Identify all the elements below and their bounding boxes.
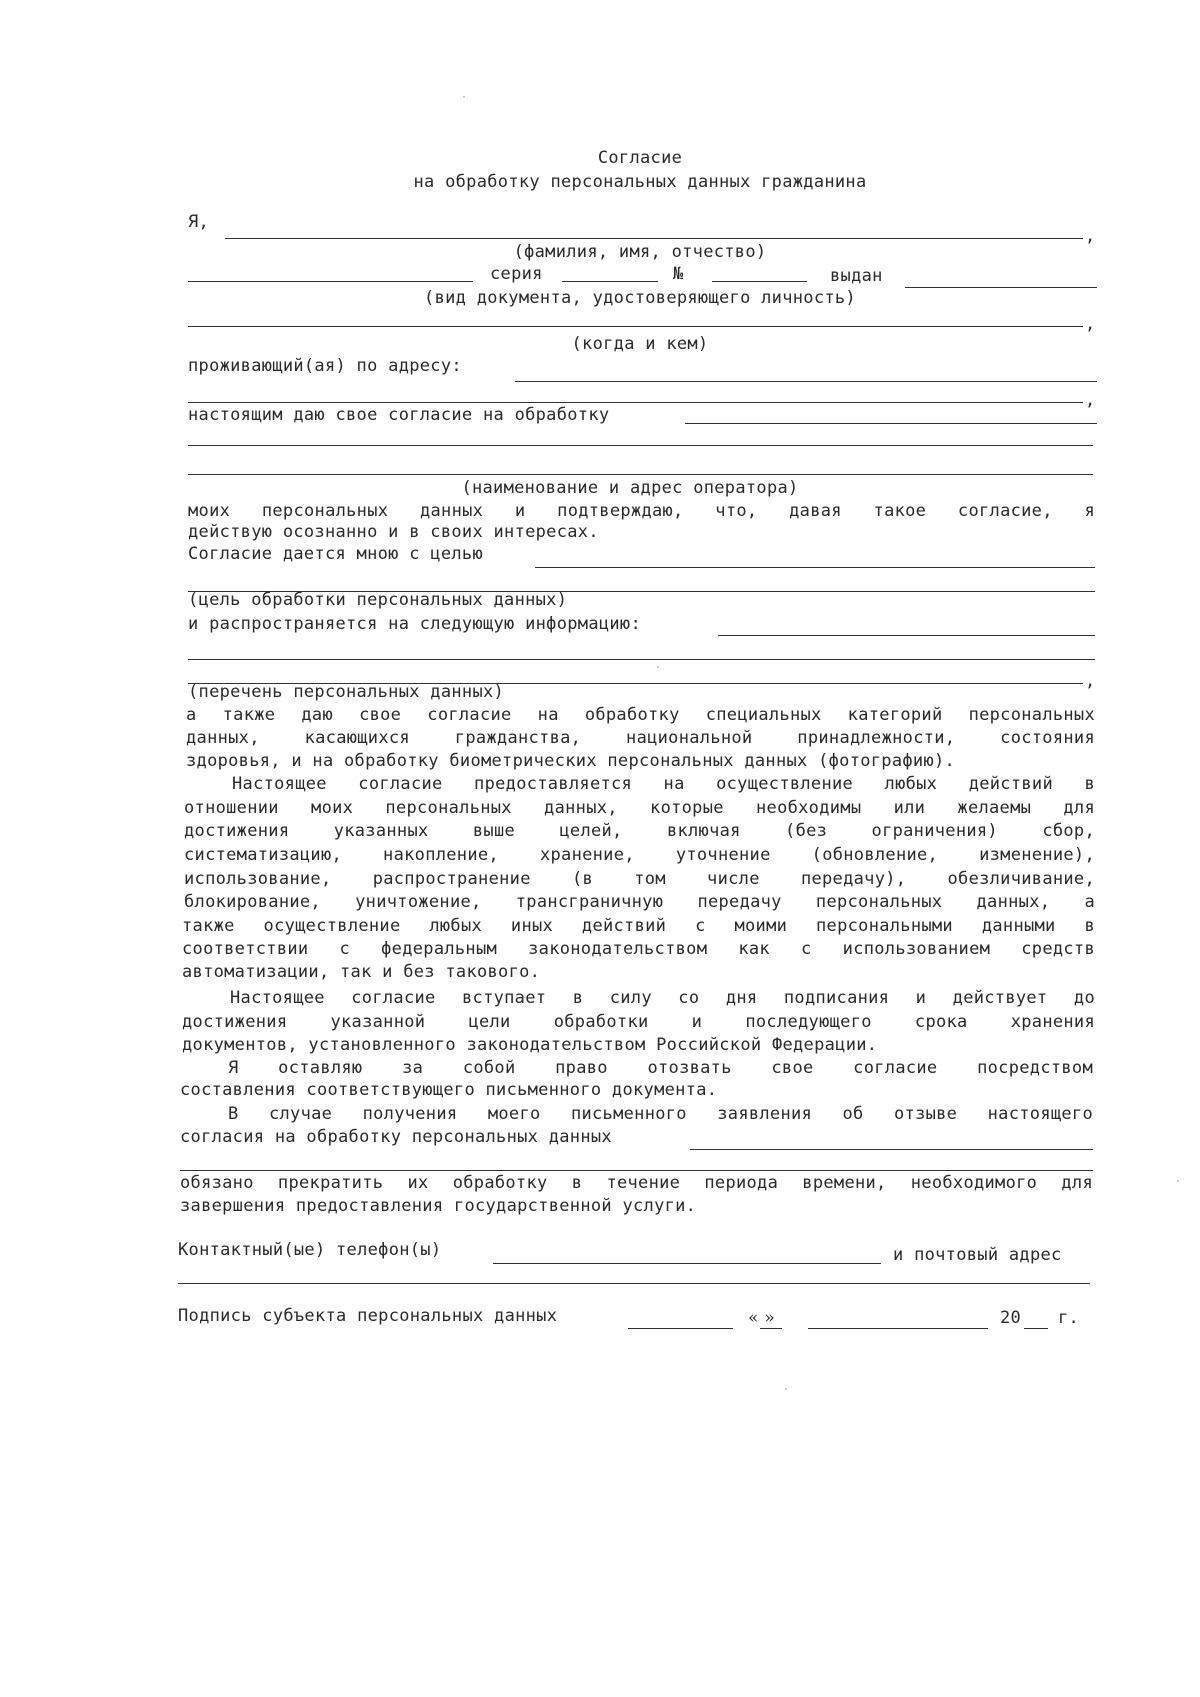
- date-day-line[interactable]: [760, 1328, 782, 1329]
- address-field-line-2[interactable]: [188, 402, 1083, 403]
- paragraph-4-line-3: документов, установленного законодательством Российской Федерации.: [182, 1035, 878, 1055]
- postal-label: и почтовый адрес: [893, 1245, 1062, 1265]
- vydan-label: выдан: [830, 266, 883, 286]
- document-type-line[interactable]: [188, 281, 473, 282]
- paragraph-3-line-2: отношении моих персональных данных, которые необходимы или желаемы для: [184, 798, 1095, 818]
- operator-caption: (наименование и адрес оператора): [461, 478, 799, 498]
- scan-speck: [463, 96, 465, 98]
- scan-speck: [1177, 1180, 1179, 1182]
- paragraph-7-line-2: завершения предоставления государственной услуги.: [180, 1196, 697, 1216]
- document-caption: (вид документа, удостоверяющего личность): [424, 288, 856, 308]
- number-sign: №: [673, 264, 684, 284]
- issued-by-comma: ,: [1085, 314, 1096, 334]
- fio-field-line[interactable]: [225, 238, 1083, 239]
- year-prefix: 20: [1000, 1308, 1022, 1328]
- paragraph-2-line-1: а также даю свое согласие на обработку специальных категорий персональных: [186, 705, 1095, 725]
- document-title: Согласие: [597, 148, 683, 168]
- seriya-label: серия: [490, 264, 543, 284]
- paragraph-3-line-8: соответствии с федеральным законодательством как с использованием средств: [182, 939, 1095, 959]
- paragraph-4-line-1: Настоящее согласие вступает в силу со дня подписания и действует до: [230, 988, 1095, 1008]
- ya-label: Я,: [188, 212, 210, 232]
- phone-label: Контактный(ые) телефон(ы): [178, 1240, 442, 1260]
- address-label: проживающий(ая) по адресу:: [188, 356, 462, 376]
- paragraph-7-line-1: обязано прекратить их обработку в течение периода времени, необходимого для: [180, 1173, 1093, 1193]
- operator-field-line-1[interactable]: [685, 423, 1097, 424]
- postal-field-line[interactable]: [178, 1283, 1090, 1284]
- scan-speck: [657, 666, 659, 668]
- purpose-label: Согласие дается мною с целью: [188, 544, 483, 564]
- info-field-line-2[interactable]: [188, 659, 1095, 660]
- year-suffix: г.: [1058, 1308, 1080, 1328]
- paragraph-1-line-1: моих персональных данных и подтверждаю, что, давая такое согласие, я: [188, 501, 1095, 521]
- date-day-quotes: « »: [748, 1308, 776, 1328]
- signature-field-line[interactable]: [628, 1328, 733, 1329]
- paragraph-3-line-6: блокирование, уничтожение, трансграничную передачу персональных данных, а: [184, 892, 1095, 912]
- date-month-line[interactable]: [808, 1328, 988, 1329]
- list-caption: (перечень персональных данных): [188, 682, 505, 702]
- consent-label: настоящим даю свое согласие на обработку: [188, 405, 610, 425]
- paragraph-3-line-5: использование, распространение (в том числе передачу), обезличивание,: [184, 869, 1095, 889]
- purpose-field-line-1[interactable]: [535, 567, 1095, 568]
- paragraph-5-line-2: составления соответствующего письменного документа.: [180, 1080, 718, 1100]
- vydan-field-line[interactable]: [905, 287, 1097, 288]
- date-year-line[interactable]: [1024, 1328, 1048, 1329]
- paragraph-2-line-3: здоровья, и на обработку биометрических персональных данных (фотографию).: [186, 751, 956, 771]
- fio-caption: (фамилия, имя, отчество): [513, 242, 767, 262]
- paragraph-3-line-3: достижения указанных выше целей, включая (без ограничения) сбор,: [184, 821, 1095, 841]
- address-comma: ,: [1085, 390, 1096, 410]
- operator-field-line-2[interactable]: [188, 445, 1093, 446]
- signature-label: Подпись субъекта персональных данных: [178, 1306, 558, 1326]
- info-comma: ,: [1085, 671, 1096, 691]
- scan-speck: [785, 1388, 787, 1390]
- paragraph-4-line-2: достижения указанной цели обработки и последующего срока хранения: [182, 1012, 1095, 1032]
- info-field-line-1[interactable]: [718, 635, 1095, 636]
- fio-comma: ,: [1085, 226, 1096, 246]
- withdrawal-field-line-1[interactable]: [690, 1149, 1093, 1150]
- withdrawal-field-line-2[interactable]: [180, 1170, 1093, 1171]
- info-label: и распространяется на следующую информацию:: [188, 614, 641, 634]
- seriya-field-line[interactable]: [562, 281, 658, 282]
- paragraph-3-line-1: Настоящее согласие предоставляется на осуществление любых действий в: [232, 774, 1095, 794]
- number-field-line[interactable]: [712, 281, 807, 282]
- paragraph-3-line-4: систематизацию, накопление, хранение, уточнение (обновление, изменение),: [184, 845, 1095, 865]
- paragraph-6-line-1: В случае получения моего письменного заявления об отзыве настоящего: [228, 1104, 1093, 1124]
- operator-field-line-3[interactable]: [188, 474, 1093, 475]
- paragraph-3-line-7: также осуществление любых иных действий с моими персональными данными в: [182, 916, 1095, 936]
- paragraph-3-line-9: автоматизации, так и без такового.: [182, 962, 541, 982]
- address-field-line-1[interactable]: [515, 381, 1097, 382]
- phone-field-line[interactable]: [493, 1263, 881, 1264]
- issued-by-line[interactable]: [188, 326, 1083, 327]
- document-subtitle: на обработку персональных данных гражданина: [413, 172, 867, 192]
- paragraph-2-line-2: данных, касающихся гражданства, национальной принадлежности, состояния: [186, 728, 1095, 748]
- when-caption: (когда и кем): [571, 334, 709, 354]
- paragraph-1-line-2: действую осознанно и в своих интересах.: [188, 522, 599, 542]
- purpose-caption: (цель обработки персональных данных): [188, 590, 568, 610]
- paragraph-6-line-2: согласия на обработку персональных данных: [180, 1127, 612, 1147]
- paragraph-5-line-1: Я оставляю за собой право отозвать свое согласие посредством: [228, 1058, 1093, 1078]
